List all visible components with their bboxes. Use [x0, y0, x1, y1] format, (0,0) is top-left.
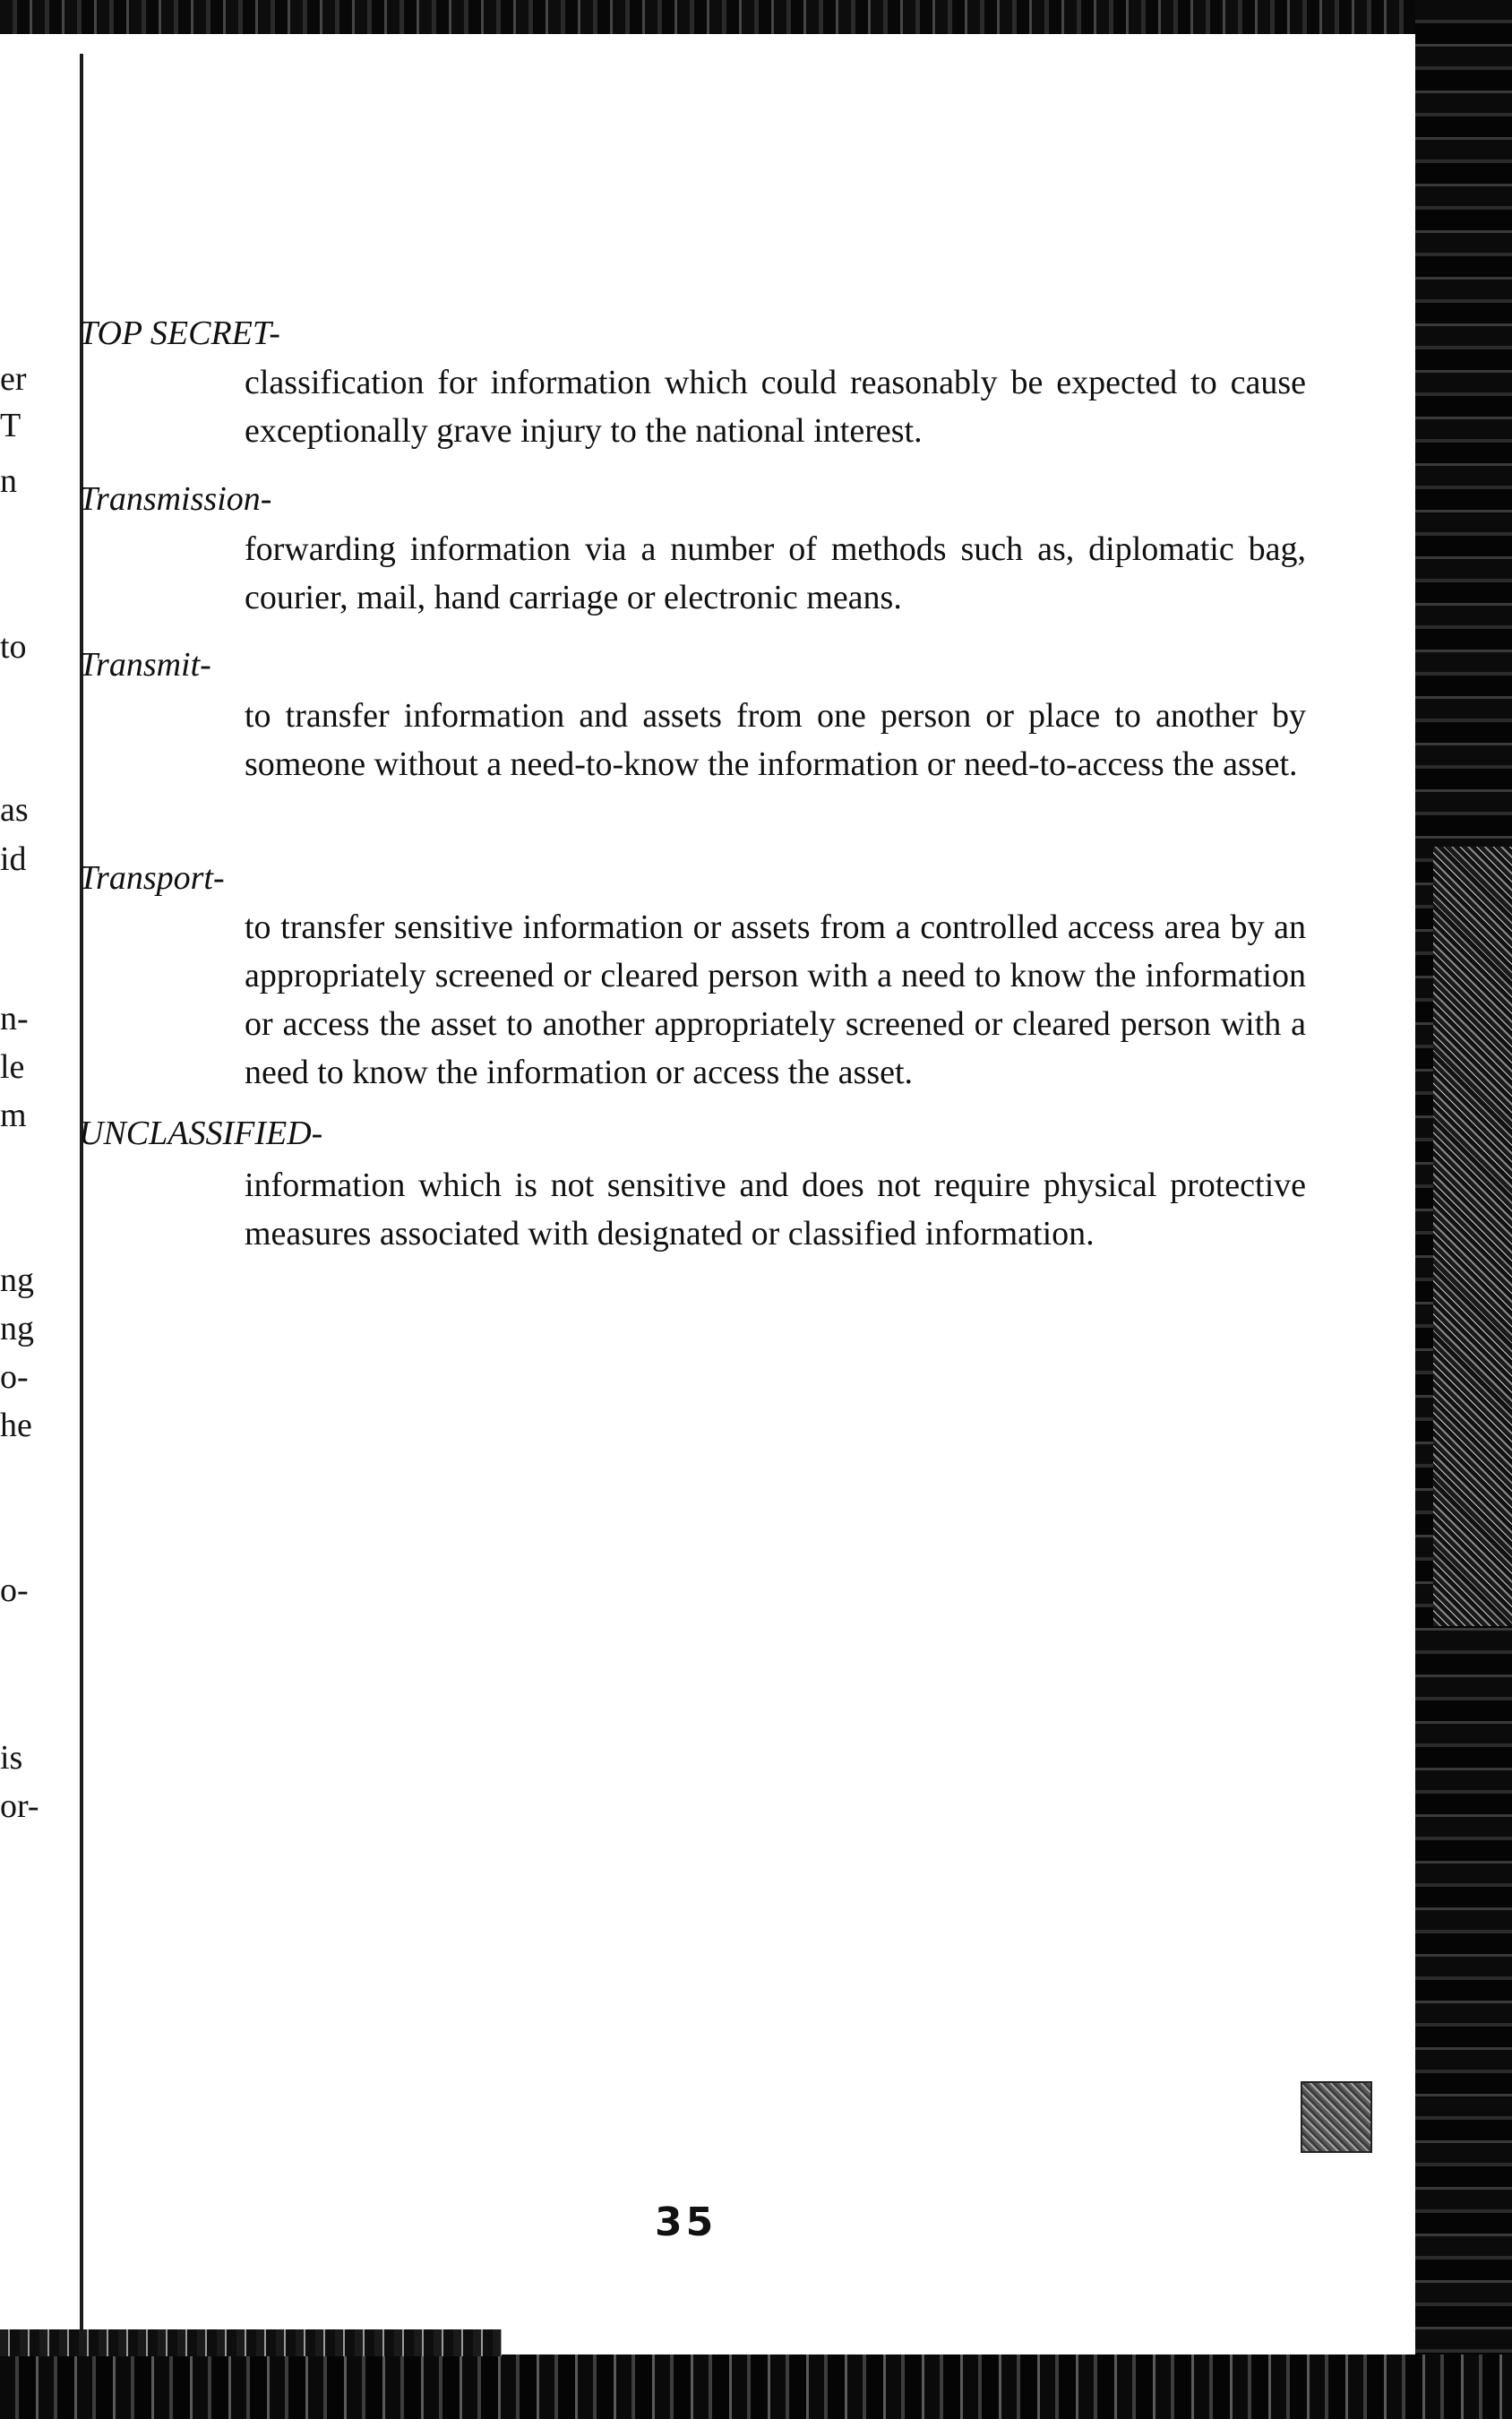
glossary-term: TOP SECRET- — [79, 314, 280, 352]
scan-noise-bottom — [0, 2329, 502, 2356]
bleed-fragment: T — [0, 407, 21, 444]
scan-noise-right — [1433, 847, 1512, 1626]
glossary-definition: to transfer information and assets from one person or place to another by someone without a need-to-know the information or need-to-access the asset. — [245, 697, 1306, 783]
scan-border-bottom — [0, 2354, 1512, 2419]
glossary-definition: classification for information which could reasonably be expected to cause exceptionally grave injury to the national interest. — [245, 364, 1306, 450]
bleed-fragment: o- — [0, 1358, 29, 1396]
bleed-fragment: as — [0, 791, 29, 829]
bleed-fragment: n- — [0, 1000, 29, 1037]
glossary-term: Transmission- — [79, 480, 272, 518]
bleed-fragment: ng — [0, 1310, 34, 1347]
bleed-fragment: er — [0, 360, 27, 398]
bleed-fragment: he — [0, 1407, 32, 1444]
bleed-fragment: le — [0, 1048, 25, 1086]
gray-marker-square — [1301, 2081, 1372, 2153]
bleed-fragment: to — [0, 628, 27, 666]
bleed-fragment: m — [0, 1097, 27, 1134]
bleed-fragment: is — [0, 1739, 23, 1777]
glossary-term: Transmit- — [79, 646, 211, 684]
margin-change-bar — [80, 54, 83, 2329]
glossary-definition: information which is not sensitive and does not require physical protective measures associated with designated or classified information. — [245, 1166, 1306, 1253]
glossary-term: Transport- — [79, 859, 225, 897]
bleed-fragment: o- — [0, 1571, 29, 1609]
bleed-fragment: n — [0, 462, 17, 500]
glossary-definition: to transfer sensitive information or assets from a controlled access area by an appropriately screened or cleared person with a need to know the information or access the asset to another appropriately screened or cleared person with a need to know the information or access the asset. — [245, 908, 1306, 1091]
glossary-definition: forwarding information via a number of methods such as, diplomatic bag, courier, mail, hand carriage or electronic means. — [245, 530, 1306, 616]
glossary-term: UNCLASSIFIED- — [79, 1115, 323, 1152]
bleed-fragment: ng — [0, 1261, 34, 1299]
scan-border-top — [0, 0, 1512, 34]
bleed-fragment: id — [0, 840, 27, 878]
bleed-fragment: or- — [0, 1787, 39, 1825]
page-number: 35 — [655, 2199, 717, 2245]
